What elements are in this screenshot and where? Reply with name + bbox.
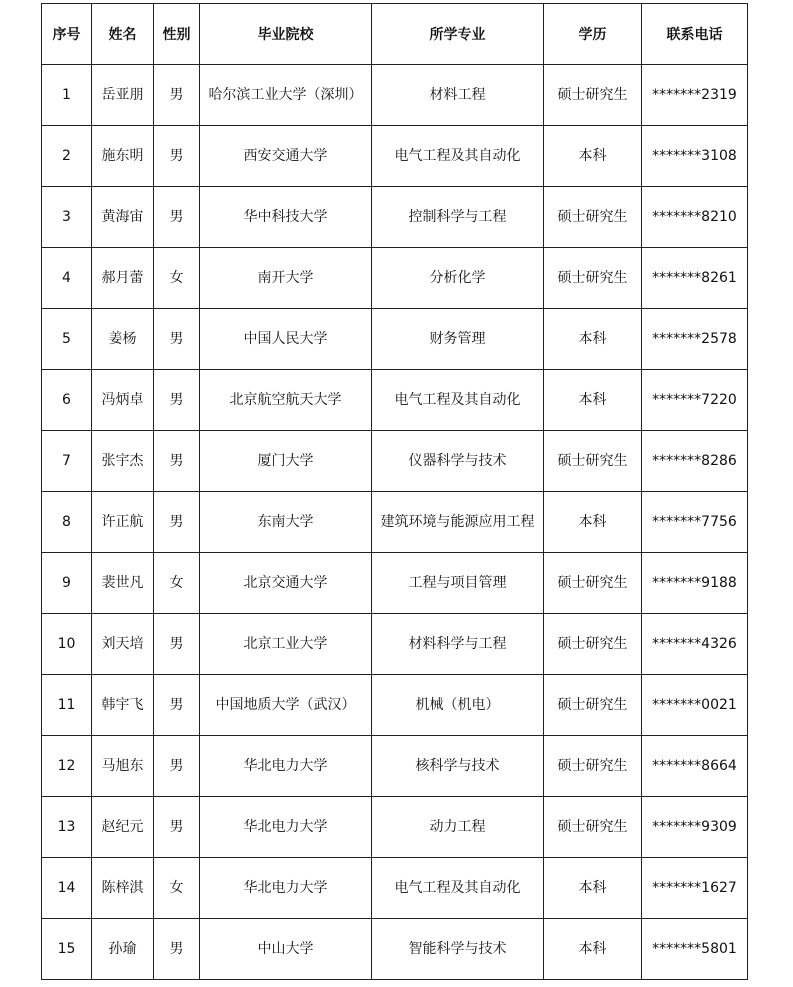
cell-school: 西安交通大学 — [200, 126, 372, 187]
cell-degree: 本科 — [544, 492, 642, 553]
cell-name: 施东明 — [92, 126, 154, 187]
cell-school: 华北电力大学 — [200, 797, 372, 858]
cell-school: 中山大学 — [200, 919, 372, 980]
cell-degree: 硕士研究生 — [544, 797, 642, 858]
cell-gender: 男 — [154, 614, 200, 675]
cell-name: 张宇杰 — [92, 431, 154, 492]
cell-school: 华北电力大学 — [200, 736, 372, 797]
cell-phone: *******8286 — [642, 431, 748, 492]
cell-degree: 本科 — [544, 858, 642, 919]
cell-index: 11 — [42, 675, 92, 736]
cell-phone: *******8261 — [642, 248, 748, 309]
cell-phone: *******3108 — [642, 126, 748, 187]
cell-major: 电气工程及其自动化 — [372, 858, 544, 919]
table-body — [42, 65, 748, 980]
cell-index: 3 — [42, 187, 92, 248]
cell-major: 工程与项目管理 — [372, 553, 544, 614]
cell-gender: 男 — [154, 370, 200, 431]
cell-gender: 男 — [154, 919, 200, 980]
cell-degree: 本科 — [544, 370, 642, 431]
table-row — [42, 187, 748, 248]
cell-phone: *******2578 — [642, 309, 748, 370]
cell-school: 华中科技大学 — [200, 187, 372, 248]
cell-school: 南开大学 — [200, 248, 372, 309]
cell-gender: 男 — [154, 187, 200, 248]
cell-degree: 本科 — [544, 309, 642, 370]
cell-phone: *******9309 — [642, 797, 748, 858]
table-row — [42, 675, 748, 736]
table-row — [42, 431, 748, 492]
cell-major: 建筑环境与能源应用工程 — [372, 492, 544, 553]
cell-degree: 硕士研究生 — [544, 187, 642, 248]
cell-index: 10 — [42, 614, 92, 675]
cell-school: 北京工业大学 — [200, 614, 372, 675]
cell-phone: *******1627 — [642, 858, 748, 919]
header-name: 姓名 — [92, 4, 154, 65]
candidate-table — [41, 3, 748, 980]
cell-phone: *******9188 — [642, 553, 748, 614]
cell-gender: 女 — [154, 248, 200, 309]
cell-index: 5 — [42, 309, 92, 370]
header-phone: 联系电话 — [642, 4, 748, 65]
cell-degree: 硕士研究生 — [544, 736, 642, 797]
cell-school: 中国地质大学（武汉） — [200, 675, 372, 736]
cell-degree: 硕士研究生 — [544, 65, 642, 126]
cell-school: 厦门大学 — [200, 431, 372, 492]
cell-major: 材料工程 — [372, 65, 544, 126]
table-row — [42, 858, 748, 919]
cell-phone: *******0021 — [642, 675, 748, 736]
cell-gender: 女 — [154, 858, 200, 919]
cell-degree: 本科 — [544, 919, 642, 980]
cell-name: 刘天培 — [92, 614, 154, 675]
cell-name: 韩宇飞 — [92, 675, 154, 736]
table-row — [42, 248, 748, 309]
header-index: 序号 — [42, 4, 92, 65]
cell-gender: 男 — [154, 65, 200, 126]
cell-gender: 男 — [154, 309, 200, 370]
cell-degree: 硕士研究生 — [544, 614, 642, 675]
cell-gender: 女 — [154, 553, 200, 614]
cell-name: 马旭东 — [92, 736, 154, 797]
table-row — [42, 797, 748, 858]
cell-gender: 男 — [154, 797, 200, 858]
header-gender: 性别 — [154, 4, 200, 65]
cell-school: 东南大学 — [200, 492, 372, 553]
cell-name: 陈梓淇 — [92, 858, 154, 919]
cell-name: 孙瑜 — [92, 919, 154, 980]
cell-name: 岳亚朋 — [92, 65, 154, 126]
cell-index: 4 — [42, 248, 92, 309]
cell-index: 1 — [42, 65, 92, 126]
cell-name: 姜杨 — [92, 309, 154, 370]
cell-index: 14 — [42, 858, 92, 919]
cell-index: 2 — [42, 126, 92, 187]
cell-index: 6 — [42, 370, 92, 431]
table-row — [42, 370, 748, 431]
cell-index: 7 — [42, 431, 92, 492]
cell-gender: 男 — [154, 675, 200, 736]
cell-gender: 男 — [154, 736, 200, 797]
cell-name: 裴世凡 — [92, 553, 154, 614]
cell-school: 北京交通大学 — [200, 553, 372, 614]
cell-major: 财务管理 — [372, 309, 544, 370]
cell-phone: *******2319 — [642, 65, 748, 126]
cell-school: 北京航空航天大学 — [200, 370, 372, 431]
cell-major: 分析化学 — [372, 248, 544, 309]
table-row — [42, 736, 748, 797]
header-major: 所学专业 — [372, 4, 544, 65]
cell-major: 核科学与技术 — [372, 736, 544, 797]
cell-major: 智能科学与技术 — [372, 919, 544, 980]
cell-index: 15 — [42, 919, 92, 980]
table-row — [42, 919, 748, 980]
cell-name: 许正航 — [92, 492, 154, 553]
cell-index: 13 — [42, 797, 92, 858]
cell-school: 华北电力大学 — [200, 858, 372, 919]
cell-major: 控制科学与工程 — [372, 187, 544, 248]
cell-phone: *******7756 — [642, 492, 748, 553]
cell-name: 赵纪元 — [92, 797, 154, 858]
cell-gender: 男 — [154, 126, 200, 187]
cell-index: 9 — [42, 553, 92, 614]
cell-major: 电气工程及其自动化 — [372, 126, 544, 187]
table-row — [42, 65, 748, 126]
cell-degree: 硕士研究生 — [544, 675, 642, 736]
cell-index: 8 — [42, 492, 92, 553]
cell-major: 机械（机电） — [372, 675, 544, 736]
table-row — [42, 126, 748, 187]
cell-index: 12 — [42, 736, 92, 797]
cell-phone: *******4326 — [642, 614, 748, 675]
cell-degree: 硕士研究生 — [544, 248, 642, 309]
cell-degree: 硕士研究生 — [544, 553, 642, 614]
cell-school: 中国人民大学 — [200, 309, 372, 370]
cell-phone: *******7220 — [642, 370, 748, 431]
cell-school: 哈尔滨工业大学（深圳） — [200, 65, 372, 126]
cell-major: 仪器科学与技术 — [372, 431, 544, 492]
header-school: 毕业院校 — [200, 4, 372, 65]
table-row — [42, 614, 748, 675]
header-degree: 学历 — [544, 4, 642, 65]
cell-degree: 本科 — [544, 126, 642, 187]
cell-major: 电气工程及其自动化 — [372, 370, 544, 431]
table-row — [42, 492, 748, 553]
cell-name: 郝月蕾 — [92, 248, 154, 309]
cell-major: 动力工程 — [372, 797, 544, 858]
cell-degree: 硕士研究生 — [544, 431, 642, 492]
table-row — [42, 553, 748, 614]
table-row — [42, 309, 748, 370]
cell-phone: *******8210 — [642, 187, 748, 248]
cell-major: 材料科学与工程 — [372, 614, 544, 675]
cell-name: 冯炳卓 — [92, 370, 154, 431]
cell-phone: *******5801 — [642, 919, 748, 980]
header-row — [42, 4, 748, 65]
cell-gender: 男 — [154, 492, 200, 553]
cell-phone: *******8664 — [642, 736, 748, 797]
cell-gender: 男 — [154, 431, 200, 492]
cell-name: 黄海宙 — [92, 187, 154, 248]
